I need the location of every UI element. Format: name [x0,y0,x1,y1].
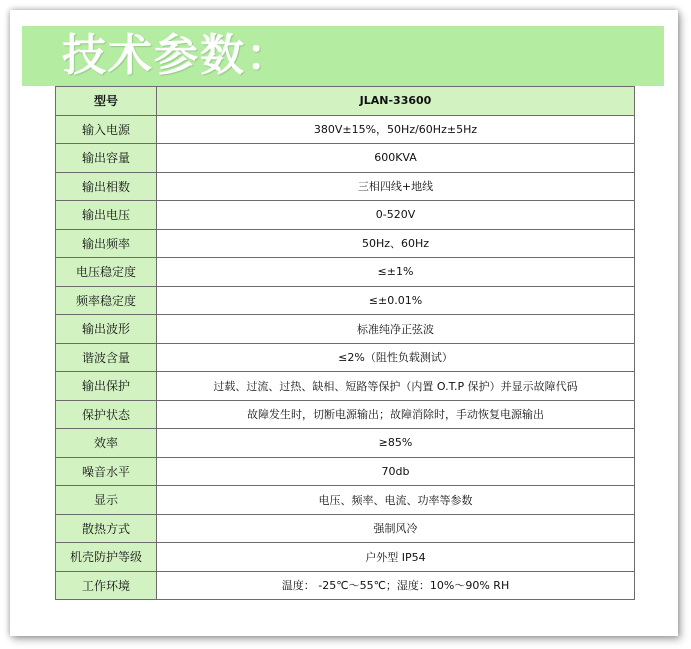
spec-label: 谐波含量 [56,343,157,372]
spec-row [56,571,635,600]
spec-value: ≤±1% [157,258,635,287]
spec-value: 380V±15%，50Hz/60Hz±5Hz [157,115,635,144]
spec-value: 故障发生时，切断电源输出；故障消除时，手动恢复电源输出 [157,400,635,429]
spec-label: 频率稳定度 [56,286,157,315]
spec-value: ≤2%（阻性负载测试） [157,343,635,372]
spec-label: 输出相数 [56,172,157,201]
spec-label: 输入电源 [56,115,157,144]
spec-value: 过载、过流、过热、缺相、短路等保护（内置 O.T.P 保护）并显示故障代码 [157,372,635,401]
spec-row [56,286,635,315]
spec-header-label: 型号 [56,87,157,116]
spec-row [56,543,635,572]
spec-value: 50Hz、60Hz [157,229,635,258]
spec-row [56,115,635,144]
spec-label: 输出波形 [56,315,157,344]
spec-row [56,201,635,230]
spec-value: 户外型 IP54 [157,543,635,572]
spec-value: 温度： -25℃～55℃；湿度：10%～90% RH [157,571,635,600]
spec-row [56,372,635,401]
spec-value: ≤±0.01% [157,286,635,315]
spec-label: 电压稳定度 [56,258,157,287]
spec-row [56,486,635,515]
spec-row [56,457,635,486]
spec-label: 噪音水平 [56,457,157,486]
spec-label: 输出电压 [56,201,157,230]
spec-label: 输出容量 [56,144,157,173]
spec-row [56,172,635,201]
spec-row [56,429,635,458]
spec-row [56,343,635,372]
spec-label: 输出频率 [56,229,157,258]
page-title: 技术参数： [62,30,292,81]
spec-label: 保护状态 [56,400,157,429]
spec-header-value: JLAN-33600 [157,87,635,116]
spec-value: 强制风冷 [157,514,635,543]
spec-value: 0-520V [157,201,635,230]
spec-value: ≥85% [157,429,635,458]
spec-value: 电压、频率、电流、功率等参数 [157,486,635,515]
spec-value: 70db [157,457,635,486]
spec-row [56,514,635,543]
spec-label: 工作环境 [56,571,157,600]
spec-label: 机壳防护等级 [56,543,157,572]
spec-row [56,229,635,258]
spec-label: 输出保护 [56,372,157,401]
spec-row [56,258,635,287]
spec-value: 600KVA [157,144,635,173]
spec-value: 标准纯净正弦波 [157,315,635,344]
spec-header-row [56,87,635,116]
spec-label: 效率 [56,429,157,458]
spec-table [55,86,635,600]
spec-value: 三相四线+地线 [157,172,635,201]
spec-label: 显示 [56,486,157,515]
spec-row [56,400,635,429]
spec-row [56,315,635,344]
spec-label: 散热方式 [56,514,157,543]
spec-row [56,144,635,173]
